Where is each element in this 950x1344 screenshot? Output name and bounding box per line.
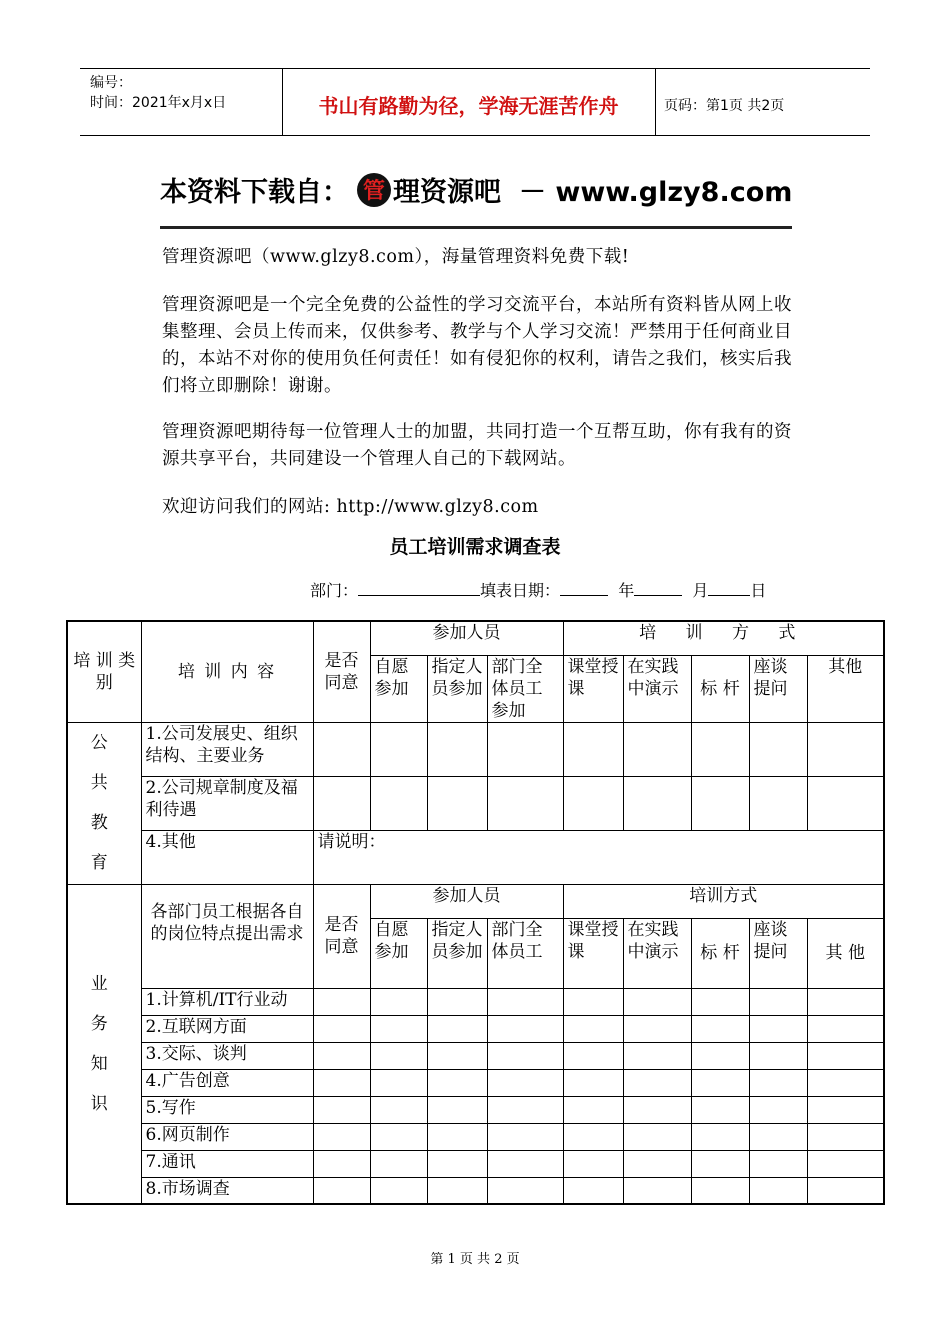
table-row bbox=[67, 1150, 884, 1177]
cell-input[interactable] bbox=[427, 988, 487, 1015]
cell-input[interactable] bbox=[487, 1177, 563, 1204]
cell-input[interactable] bbox=[623, 1096, 691, 1123]
cell-input[interactable] bbox=[691, 988, 749, 1015]
cell-input[interactable] bbox=[691, 1177, 749, 1204]
cell-input[interactable] bbox=[623, 722, 691, 776]
cell-input[interactable] bbox=[623, 776, 691, 830]
cell-input[interactable] bbox=[370, 1123, 427, 1150]
cell-input[interactable] bbox=[313, 1150, 370, 1177]
dept-label: 部门： bbox=[310, 581, 359, 600]
cell-input[interactable] bbox=[370, 1096, 427, 1123]
cell-input[interactable] bbox=[313, 988, 370, 1015]
cell-input[interactable] bbox=[623, 1150, 691, 1177]
day-label: 日 bbox=[750, 581, 767, 600]
cell-input[interactable] bbox=[623, 988, 691, 1015]
header-bottom-rule bbox=[80, 135, 870, 136]
public-item-other: 4.其他 bbox=[141, 830, 313, 884]
cell-input[interactable] bbox=[370, 722, 427, 776]
cell-input[interactable] bbox=[427, 1123, 487, 1150]
business-item: 4.广告创意 bbox=[141, 1069, 313, 1096]
cell-input[interactable] bbox=[370, 1150, 427, 1177]
table-row bbox=[67, 1015, 884, 1042]
business-sub-classroom: 课堂授课 bbox=[563, 918, 623, 988]
year-label: 年 bbox=[618, 581, 635, 600]
business-item: 8.市场调查 bbox=[141, 1177, 313, 1204]
year-field[interactable] bbox=[560, 581, 608, 596]
cell-input[interactable] bbox=[807, 1123, 884, 1150]
business-item: 7.通讯 bbox=[141, 1150, 313, 1177]
cell-input[interactable] bbox=[563, 722, 623, 776]
header-participants: 参加人员 bbox=[370, 621, 563, 655]
sub-voluntary: 自愿参加 bbox=[370, 655, 427, 722]
cell-input[interactable] bbox=[623, 1015, 691, 1042]
business-item: 5.写作 bbox=[141, 1096, 313, 1123]
banner-site-name: 理资源吧 bbox=[393, 177, 501, 208]
header-content: 培 训 内 容 bbox=[141, 621, 313, 722]
cell-input[interactable] bbox=[313, 1096, 370, 1123]
cell-input[interactable] bbox=[807, 1150, 884, 1177]
business-sub-benchmark: 标 杆 bbox=[691, 918, 749, 988]
form-fill-line bbox=[310, 578, 766, 601]
cell-input[interactable] bbox=[807, 722, 884, 776]
cell-input[interactable] bbox=[313, 1069, 370, 1096]
form-title: 员工培训需求调查表 bbox=[389, 536, 561, 558]
intro-paragraph-3: 管理资源吧期待每一位管理人士的加盟，共同打造一个互帮互助，你有我有的资源共享平台，共同建设一个管理人自己的下载网站。 bbox=[162, 422, 792, 469]
cell-input[interactable] bbox=[370, 1069, 427, 1096]
cell-input[interactable] bbox=[691, 1042, 749, 1069]
cell-input[interactable] bbox=[563, 1015, 623, 1042]
cell-input[interactable] bbox=[749, 1069, 807, 1096]
public-item-1: 1.公司发展史、组织结构、主要业务 bbox=[141, 722, 313, 776]
cell-input[interactable] bbox=[313, 776, 370, 830]
category-public-education: 公 共 教 育 bbox=[67, 722, 141, 884]
business-header-agree: 是否同意 bbox=[313, 884, 370, 988]
sub-classroom: 课堂授课 bbox=[563, 655, 623, 722]
cell-input[interactable] bbox=[563, 1096, 623, 1123]
cell-input[interactable] bbox=[487, 722, 563, 776]
cell-input[interactable] bbox=[691, 1015, 749, 1042]
cell-input[interactable] bbox=[623, 1069, 691, 1096]
cell-input[interactable] bbox=[370, 1015, 427, 1042]
header-motto: 书山有路勤为径，学海无涯苦作舟 bbox=[318, 94, 619, 118]
header-page-info: 页码：第1页 共2页 bbox=[664, 98, 785, 114]
cell-input[interactable] bbox=[487, 1150, 563, 1177]
business-sub-assigned: 指定人员参加 bbox=[427, 918, 487, 988]
business-sub-discussion: 座谈提问 bbox=[749, 918, 807, 988]
training-survey-table bbox=[66, 620, 885, 1205]
table-row bbox=[67, 1177, 884, 1204]
sub-practice-demo: 在实践中演示 bbox=[623, 655, 691, 722]
business-sub-practice-demo: 在实践中演示 bbox=[623, 918, 691, 988]
table-row bbox=[67, 1042, 884, 1069]
cell-input[interactable] bbox=[313, 722, 370, 776]
cell-input[interactable] bbox=[370, 988, 427, 1015]
business-item: 3.交际、谈判 bbox=[141, 1042, 313, 1069]
cell-input[interactable] bbox=[427, 1015, 487, 1042]
cell-input[interactable] bbox=[807, 776, 884, 830]
cell-input[interactable] bbox=[427, 1096, 487, 1123]
cell-input[interactable] bbox=[487, 1042, 563, 1069]
cell-input[interactable] bbox=[807, 1015, 884, 1042]
month-field[interactable] bbox=[634, 581, 682, 596]
cell-input[interactable] bbox=[313, 1042, 370, 1069]
business-item: 1.计算机/IT行业动 bbox=[141, 988, 313, 1015]
intro-paragraph-1: 管理资源吧（www.glzy8.com），海量管理资料免费下载! bbox=[162, 247, 630, 267]
month-label: 月 bbox=[692, 581, 709, 600]
table-row bbox=[67, 1096, 884, 1123]
site-logo-icon: 管 bbox=[357, 173, 391, 207]
cell-input[interactable] bbox=[749, 722, 807, 776]
cell-input[interactable] bbox=[563, 776, 623, 830]
cell-input[interactable] bbox=[563, 988, 623, 1015]
table-row bbox=[67, 1123, 884, 1150]
cell-input[interactable] bbox=[427, 1042, 487, 1069]
business-sub-department-all: 部门全体员工 bbox=[487, 918, 563, 988]
business-sub-voluntary: 自愿参加 bbox=[370, 918, 427, 988]
cell-input[interactable] bbox=[749, 1096, 807, 1123]
business-header-participants: 参加人员 bbox=[370, 884, 563, 918]
cell-input[interactable] bbox=[487, 1123, 563, 1150]
day-field[interactable] bbox=[708, 581, 750, 596]
cell-input[interactable] bbox=[487, 988, 563, 1015]
header-agree: 是否同意 bbox=[313, 621, 370, 722]
cell-input[interactable] bbox=[807, 1069, 884, 1096]
date-label: 填表日期： bbox=[480, 581, 561, 600]
cell-input[interactable] bbox=[563, 1177, 623, 1204]
header-top-rule bbox=[80, 68, 870, 69]
cell-input[interactable] bbox=[807, 1177, 884, 1204]
business-header-method: 培训方式 bbox=[563, 884, 884, 918]
cell-input[interactable] bbox=[807, 1096, 884, 1123]
cell-input[interactable] bbox=[749, 1150, 807, 1177]
cell-input[interactable] bbox=[749, 1015, 807, 1042]
category-business-knowledge: 业 务 知 识 bbox=[67, 884, 141, 1204]
page-footer: 第 1 页 共 2 页 bbox=[430, 1252, 520, 1267]
please-specify-field[interactable]: 请说明： bbox=[313, 830, 884, 884]
cell-input[interactable] bbox=[563, 1123, 623, 1150]
sub-assigned: 指定人员参加 bbox=[427, 655, 487, 722]
sub-department-all: 部门全体员工参加 bbox=[487, 655, 563, 722]
cell-input[interactable] bbox=[370, 776, 427, 830]
banner-url[interactable]: － www.glzy8.com bbox=[519, 177, 793, 208]
business-item: 2.互联网方面 bbox=[141, 1015, 313, 1042]
intro-paragraph-2: 管理资源吧是一个完全免费的公益性的学习交流平台，本站所有资料皆从网上收集整理、会员上传而来，仅供参考、教学与个人学习交流！严禁用于任何商业目的，本站不对你的使用负任何责任！如有侵犯你的权利，请告之我们，核实后我们将立即删除！谢谢。 bbox=[162, 295, 792, 396]
banner-rule bbox=[160, 226, 792, 229]
cell-input[interactable] bbox=[427, 1150, 487, 1177]
cell-input[interactable] bbox=[563, 1042, 623, 1069]
cell-input[interactable] bbox=[749, 1042, 807, 1069]
header-divider-right bbox=[655, 68, 656, 135]
cell-input[interactable] bbox=[487, 1096, 563, 1123]
cell-input[interactable] bbox=[370, 1177, 427, 1204]
sub-benchmark: 标 杆 bbox=[691, 655, 749, 722]
cell-input[interactable] bbox=[807, 1042, 884, 1069]
cell-input[interactable] bbox=[749, 776, 807, 830]
cell-input[interactable] bbox=[487, 1015, 563, 1042]
cell-input[interactable] bbox=[427, 1177, 487, 1204]
header-category: 培 训 类 别 bbox=[67, 621, 141, 722]
cell-input[interactable] bbox=[623, 1123, 691, 1150]
header-time-label: 时间：2021年x月x日 bbox=[90, 95, 227, 111]
header-number-label: 编号： bbox=[90, 75, 132, 91]
cell-input[interactable] bbox=[487, 776, 563, 830]
cell-input[interactable] bbox=[563, 1069, 623, 1096]
cell-input[interactable] bbox=[749, 988, 807, 1015]
cell-input[interactable] bbox=[313, 1177, 370, 1204]
cell-input[interactable] bbox=[691, 1069, 749, 1096]
cell-input[interactable] bbox=[563, 1150, 623, 1177]
cell-input[interactable] bbox=[427, 776, 487, 830]
business-intro: 各部门员工根据各自的岗位特点提出需求 bbox=[141, 884, 313, 988]
table-row bbox=[67, 1069, 884, 1096]
cell-input[interactable] bbox=[313, 1123, 370, 1150]
header-method: 培 训 方 式 bbox=[563, 621, 884, 655]
cell-input[interactable] bbox=[427, 722, 487, 776]
business-sub-other: 其 他 bbox=[807, 918, 884, 988]
table-row bbox=[67, 988, 884, 1015]
banner-prefix: 本资料下载自： bbox=[160, 177, 349, 208]
cell-input[interactable] bbox=[313, 1015, 370, 1042]
download-banner bbox=[160, 170, 792, 209]
cell-input[interactable] bbox=[623, 1177, 691, 1204]
cell-input[interactable] bbox=[691, 722, 749, 776]
cell-input[interactable] bbox=[487, 1069, 563, 1096]
cell-input[interactable] bbox=[691, 1096, 749, 1123]
sub-other: 其他 bbox=[807, 655, 884, 722]
cell-input[interactable] bbox=[427, 1069, 487, 1096]
intro-paragraph-4[interactable]: 欢迎访问我们的网站: http://www.glzy8.com bbox=[162, 497, 539, 517]
business-item: 6.网页制作 bbox=[141, 1123, 313, 1150]
cell-input[interactable] bbox=[623, 1042, 691, 1069]
cell-input[interactable] bbox=[691, 776, 749, 830]
public-item-2: 2.公司规章制度及福利待遇 bbox=[141, 776, 313, 830]
cell-input[interactable] bbox=[370, 1042, 427, 1069]
cell-input[interactable] bbox=[691, 1123, 749, 1150]
cell-input[interactable] bbox=[749, 1123, 807, 1150]
dept-field[interactable] bbox=[358, 581, 480, 596]
cell-input[interactable] bbox=[749, 1177, 807, 1204]
cell-input[interactable] bbox=[691, 1150, 749, 1177]
cell-input[interactable] bbox=[807, 988, 884, 1015]
sub-discussion: 座谈提问 bbox=[749, 655, 807, 722]
